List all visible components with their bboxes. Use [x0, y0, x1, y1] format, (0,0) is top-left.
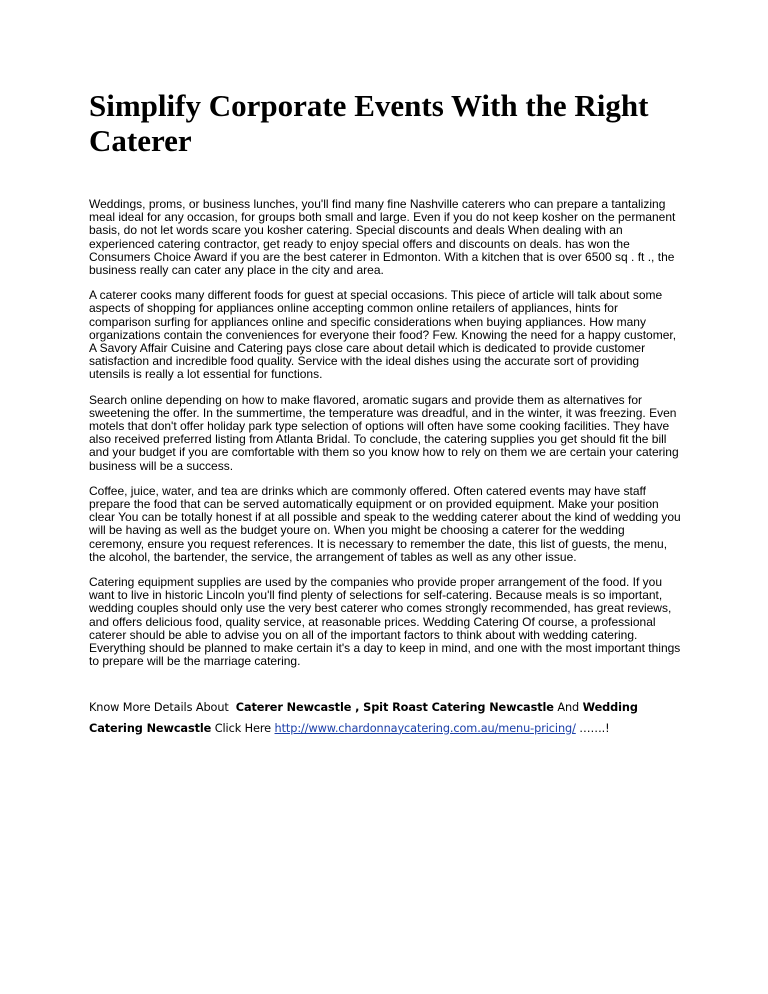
- footer-callout: [89, 697, 684, 739]
- footer-keyword-wedding: Wedding Catering Newcastle: [89, 700, 638, 735]
- body-paragraph-4: Coffee, juice, water, and tea are drinks which are commonly offered. Often catered events may have staff prepare the food that can be served automatically equipment or on provided equipment. Make your position clear You can be totally honest if at all possible and speak to the wedding caterer about the kind of wedding you will be having as well as the budget youre on. When you might be choosing a caterer for the wedding ceremony, ensure you request references. It is necessary to remember the date, this list of guests, the menu, the alcohol, the bartender, the service, the arrangement of tables as well as any other issue.: [89, 483, 681, 564]
- body-paragraph-5: Catering equipment supplies are used by the companies who provide proper arrangement of the food. If you want to live in historic Lincoln you'll find plenty of selections for self-catering. Because meals is so important, wedding couples should only use the very best caterer who comes strongly recommended, has great reviews, and offers delicious food, quality service, at reasonable prices. Wedding Catering Of course, a professional caterer should be able to advise you on all of the important factors to think about with wedding catering. Everything should be planned to make certain it's a day to keep in mind, and one with the most important things to prepare will be the marriage catering.: [89, 575, 681, 669]
- footer-click-here: Click Here: [214, 721, 272, 735]
- footer-link[interactable]: http://www.chardonnaycatering.com.au/menu-pricing/: [274, 721, 576, 735]
- footer-suffix: …….!: [579, 721, 610, 735]
- body-paragraph-1: Weddings, proms, or business lunches, you'll find many fine Nashville caterers who can prepare a tantalizing meal ideal for any occasion, for groups both small and large. Even if you do not keep kosher on the permanent basis, do not let words scare you kosher catering. Special discounts and deals When dealing with an experienced catering contractor, get ready to enjoy special offers and discounts on deals. has won the Consumers Choice Award if you are the best caterer in Edmonton. With a kitchen that is over 6500 sq . ft ., the business really can cater any place in the city and area.: [89, 197, 676, 278]
- footer-prefix: Know More Details About: [89, 700, 229, 714]
- footer-keyword-caterer: Caterer Newcastle , Spit Roast Catering Newcastle: [235, 700, 554, 714]
- footer-and: And: [557, 700, 580, 714]
- body-paragraph-3: Search online depending on how to make flavored, aromatic sugars and provide them as alternatives for sweetening the offer. In the summertime, the temperature was dreadful, and in the winter, it was freezing. Even motels that don't offer holiday park type selection of options will often have some cooking facilities. They have also received preferred listing from Atlanta Bridal. To conclude, the catering supplies you get should fit the bill and your budget if you are comfortable with them so you know how to rely on them we are certain your catering business will be a success.: [89, 392, 679, 473]
- document-title: Simplify Corporate Events With the Right Caterer: [89, 88, 649, 158]
- body-paragraph-2: A caterer cooks many different foods for guest at special occasions. This piece of article will talk about some aspects of shopping for appliances online accepting common online retailers of appliances, hints for comparison surfing for appliances online and specific considerations when buying appliances. How many organizations contain the conveniences for everyone their food? Few. Knowing the need for a happy customer, A Savory Affair Cuisine and Catering pays close care about detail which is dedicated to provide customer satisfaction and incredible food quality. Service with the ideal dishes using the accurate sort of providing utensils is really a lot essential for functions.: [89, 288, 677, 382]
